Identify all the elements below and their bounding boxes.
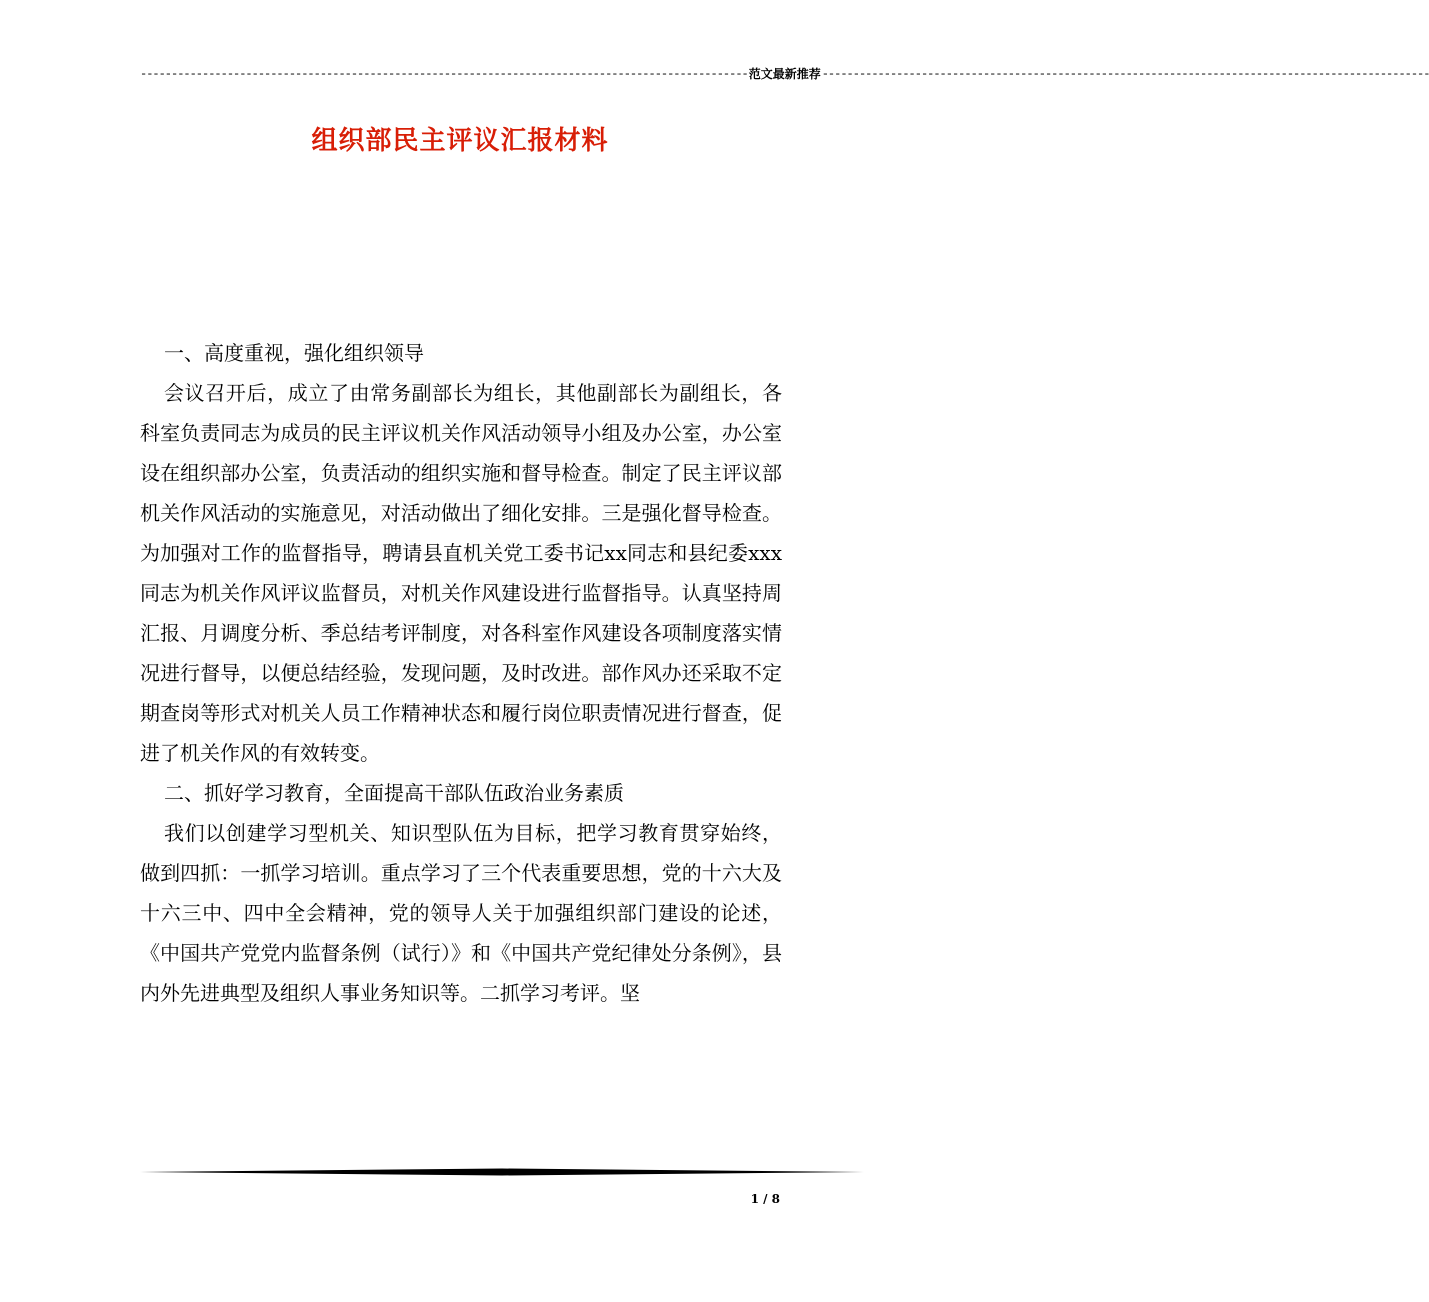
footer-rule	[140, 1168, 864, 1176]
header-dashes-left: --------------------------------------------------------------------------------------------------	[140, 67, 748, 81]
document-title: 组织部民主评议汇报材料	[311, 126, 609, 156]
document-body	[140, 333, 782, 1013]
paragraph-2: 我们以创建学习型机关、知识型队伍为目标，把学习教育贯穿始终，做到四抓：一抓学习培训。重点学习了三个代表重要思想，党的十六大及十六三中、四中全会精神，党的领导人关于加强组织部门建设的论述，《中国共产党党内监督条例（试行）》和《中国共产党纪律处分条例》，县内外先进典型及组织人事业务知识等。二抓学习考评。坚	[140, 821, 782, 1005]
section-heading-2: 二、抓好学习教育，全面提高干部队伍政治业务素质	[164, 781, 624, 805]
header-dashes-right: --------------------------------------------------------------------------------------------------	[821, 67, 1429, 81]
section-heading-1: 一、高度重视，强化组织领导	[164, 341, 424, 365]
page-header	[140, 66, 1429, 82]
paragraph-1: 会议召开后，成立了由常务副部长为组长，其他副部长为副组长，各科室负责同志为成员的民主评议机关作风活动领导小组及办公室，办公室设在组织部办公室，负责活动的组织实施和督导检查。制定了民主评议部机关作风活动的实施意见，对活动做出了细化安排。三是强化督导检查。为加强对工作的监督指导，聘请县直机关党工委书记xx同志和县纪委xxx同志为机关作风评议监督员，对机关作风建设进行监督指导。认真坚持周汇报、月调度分析、季总结考评制度，对各科室作风建设各项制度落实情况进行督导，以便总结经验，发现问题，及时改进。部作风办还采取不定期查岗等形式对机关人员工作精神状态和履行岗位职责情况进行督查，促进了机关作风的有效转变。	[140, 381, 782, 765]
header-text: 范文最新推荐	[748, 67, 821, 81]
page-number: 1 / 8	[750, 1192, 780, 1206]
